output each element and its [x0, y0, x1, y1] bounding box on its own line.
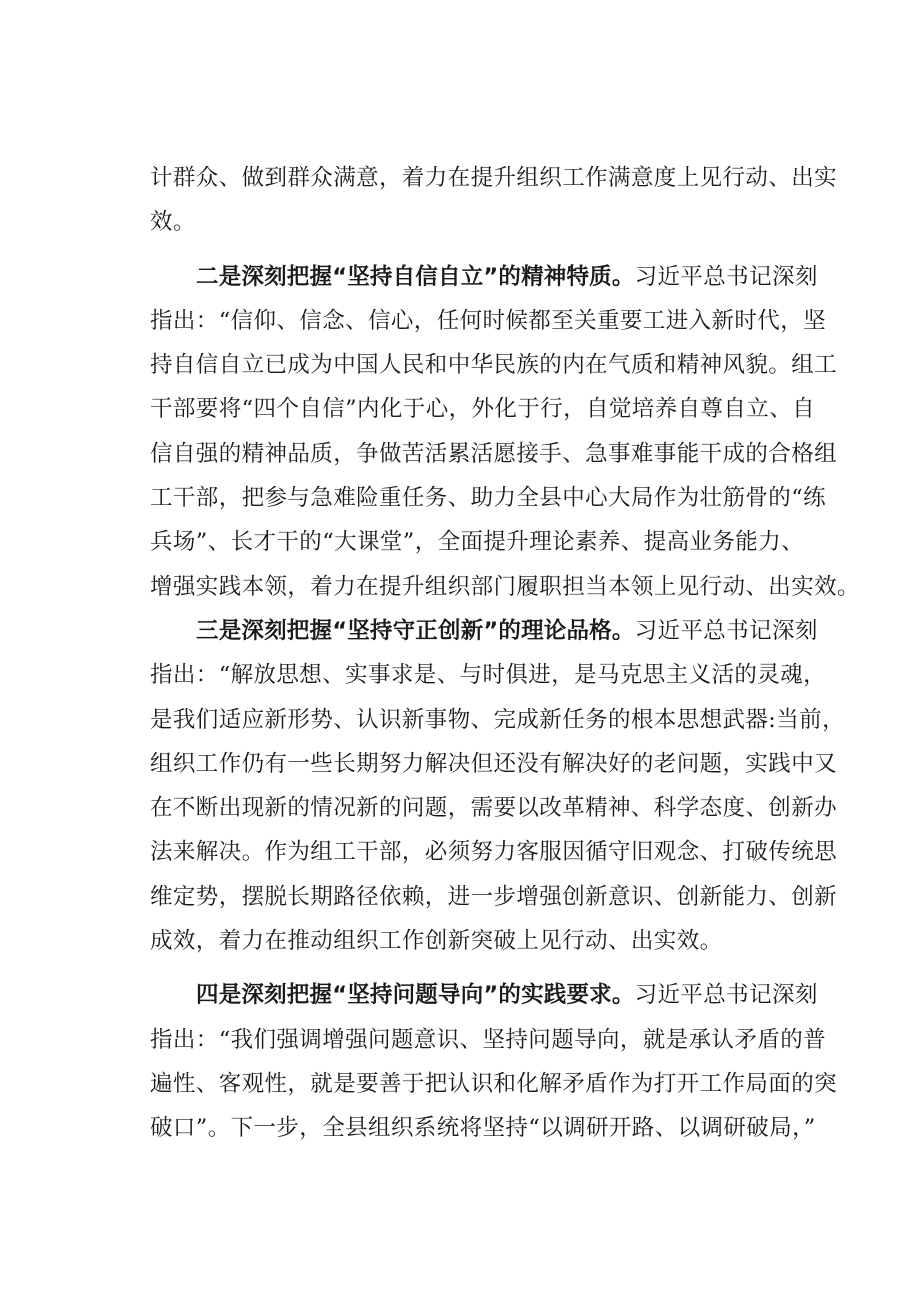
text-line: 持自信自立已成为中国人民和中华民族的内在气质和精神风貌。组工 — [150, 352, 838, 379]
paragraph-continuation — [150, 156, 838, 245]
text-line: 法来解决。作为组工干部，必须努力客服因循守旧观念、打破传统思 — [150, 839, 838, 866]
text-line: 计群众、做到群众满意，着力在提升组织工作满意度上见行动、出实 — [150, 165, 838, 191]
text-line: 指出：“解放思想、实事求是、与时俱进，是马克思主义活的灵魂， — [150, 662, 827, 689]
text-line: 兵场”、长才干的“大课堂”，全面提升理论素养、提高业务能力、 — [150, 529, 805, 556]
text-line: 维定势，摆脱长期路径依赖，进一步增强创新意识、创新能力、创新 — [150, 883, 838, 910]
text-line: 指出：“信仰、信念、信心，任何时候都至关重要工进入新时代，坚 — [150, 307, 827, 334]
paragraph-heading: 四是深刻把握“坚持问题导向”的实践要求。 — [196, 982, 635, 1009]
text-line: 在不断出现新的情况新的问题，需要以改革精神、科学态度、创新办 — [150, 795, 838, 822]
text-line: 成效，着力在推动组织工作创新突破上见行动、出实效。 — [150, 928, 723, 955]
paragraph-lead-text: 习近平总书记深刻 — [634, 982, 818, 1009]
text-line: 是我们适应新形势、认识新事物、完成新任务的根本思想武器:当前， — [150, 706, 845, 733]
paragraph-lead-text: 习近平总书记深刻 — [634, 263, 818, 290]
text-line: 干部要将“四个自信”内化于心，外化于行，自觉培养自尊自立、自 — [150, 396, 816, 423]
paragraph-first-line — [150, 609, 818, 653]
text-line: 信自强的精神品质，争做苦活累活愿接手、急事难事能干成的合格组 — [150, 440, 838, 467]
paragraph-first-line — [150, 255, 818, 299]
paragraph-point-three — [150, 609, 845, 963]
text-line: 遍性、客观性，就是要善于把认识和化解矛盾作为打开工作局面的突 — [150, 1070, 838, 1097]
paragraph-point-four — [150, 973, 838, 1150]
text-line: 工干部，把参与急难险重任务、助力全县中心大局作为壮筋骨的“练 — [150, 485, 827, 512]
text-line: 组织工作仍有一些长期努力解决但还没有解决好的老问题，实践中又 — [150, 750, 838, 777]
text-line: 指出：“我们强调增强问题意识、坚持问题导向，就是承认矛盾的普 — [150, 1026, 827, 1053]
paragraph-heading: 二是深刻把握“坚持自信自立”的精神特质。 — [196, 263, 635, 290]
paragraph-lead-text: 习近平总书记深刻 — [634, 617, 818, 644]
text-line: 效。 — [150, 209, 196, 236]
text-line: 增强实践本领，着力在提升组织部门履职担当本领上见行动、出实效。 — [150, 573, 860, 600]
paragraph-point-two — [150, 255, 860, 609]
text-line: 破口”。下一步，全县组织系统将坚持“以调研开路、以调研破局，” — [150, 1115, 816, 1142]
paragraph-heading: 三是深刻把握“坚持守正创新”的理论品格。 — [196, 617, 635, 644]
paragraph-first-line — [150, 973, 818, 1017]
document-page — [150, 156, 860, 1151]
